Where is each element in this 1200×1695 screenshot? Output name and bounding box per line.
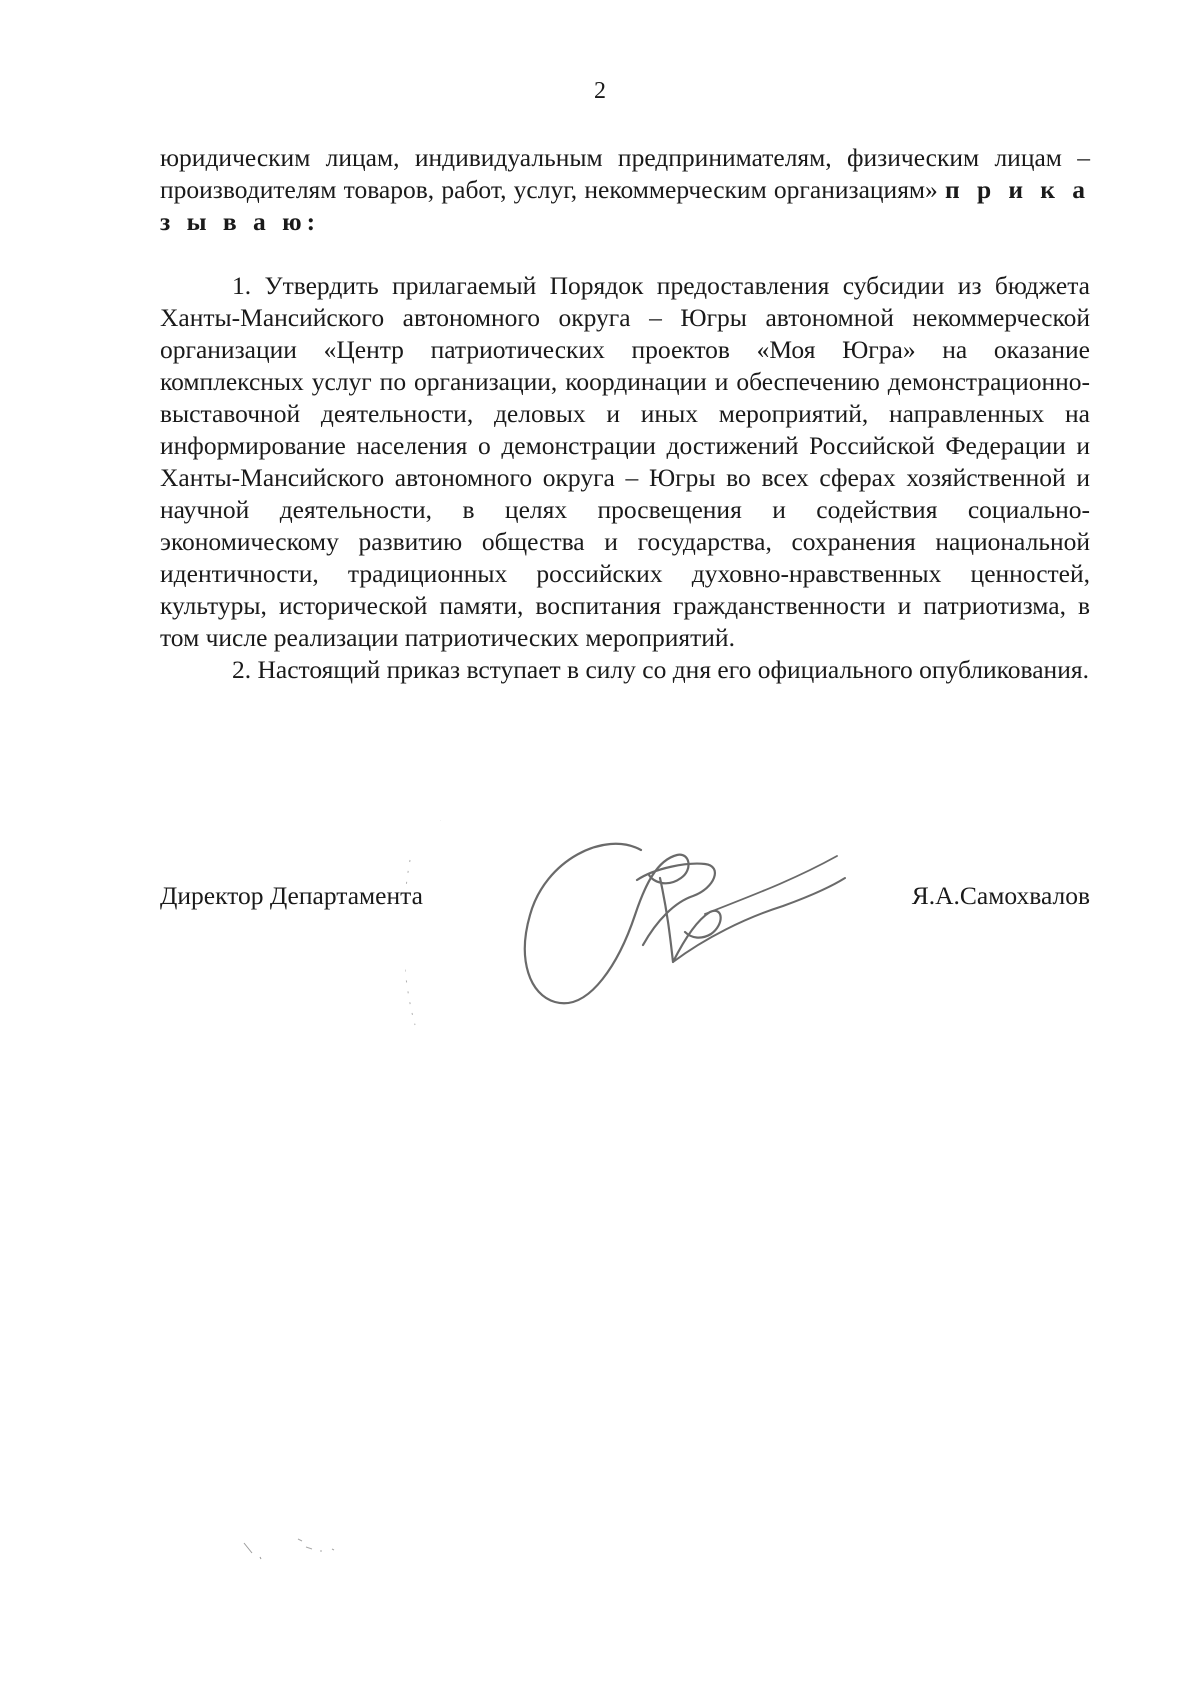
signatory-title: Директор Департамента xyxy=(160,881,423,910)
handwritten-signature xyxy=(405,820,925,1060)
page-number: 2 xyxy=(594,78,606,104)
intro-text: юридическим лицам, индивидуальным предпринимателям, физическим лицам – производителям товаров, работ, услуг, некоммерческим организациям» xyxy=(160,143,1090,204)
document-body xyxy=(160,142,1090,686)
decree-word: п р и к а з ы в а ю: xyxy=(160,175,1090,236)
scan-specks xyxy=(240,1535,360,1565)
signatory-name: Я.А.Самохвалов xyxy=(911,881,1090,910)
item-1: 1. Утвердить прилагаемый Порядок предоставления субсидии из бюджета Ханты-Мансийского автономного округа – Югры автономной некоммерческой организации «Центр патриотических проектов «Моя Югра» на оказание комплексных услуг по организации, координации и обеспечению демонстрационно-выставочной деятельности, деловых и иных мероприятий, направленных на информирование населения о демонстрации достижений Российской Федерации и Ханты-Мансийского автономного округа – Югры во всех сферах хозяйственной и научной деятельности, в целях просвещения и содействия социально-экономическому развитию общества и государства, сохранения национальной идентичности, традиционных российских духовно-нравственных ценностей, культуры, исторической памяти, воспитания гражданственности и патриотизма, в том числе реализации патриотических мероприятий. xyxy=(160,271,1090,652)
item-2: 2. Настоящий приказ вступает в силу со дня его официального опубликования. xyxy=(232,655,1089,684)
intro-paragraph xyxy=(160,142,1090,238)
